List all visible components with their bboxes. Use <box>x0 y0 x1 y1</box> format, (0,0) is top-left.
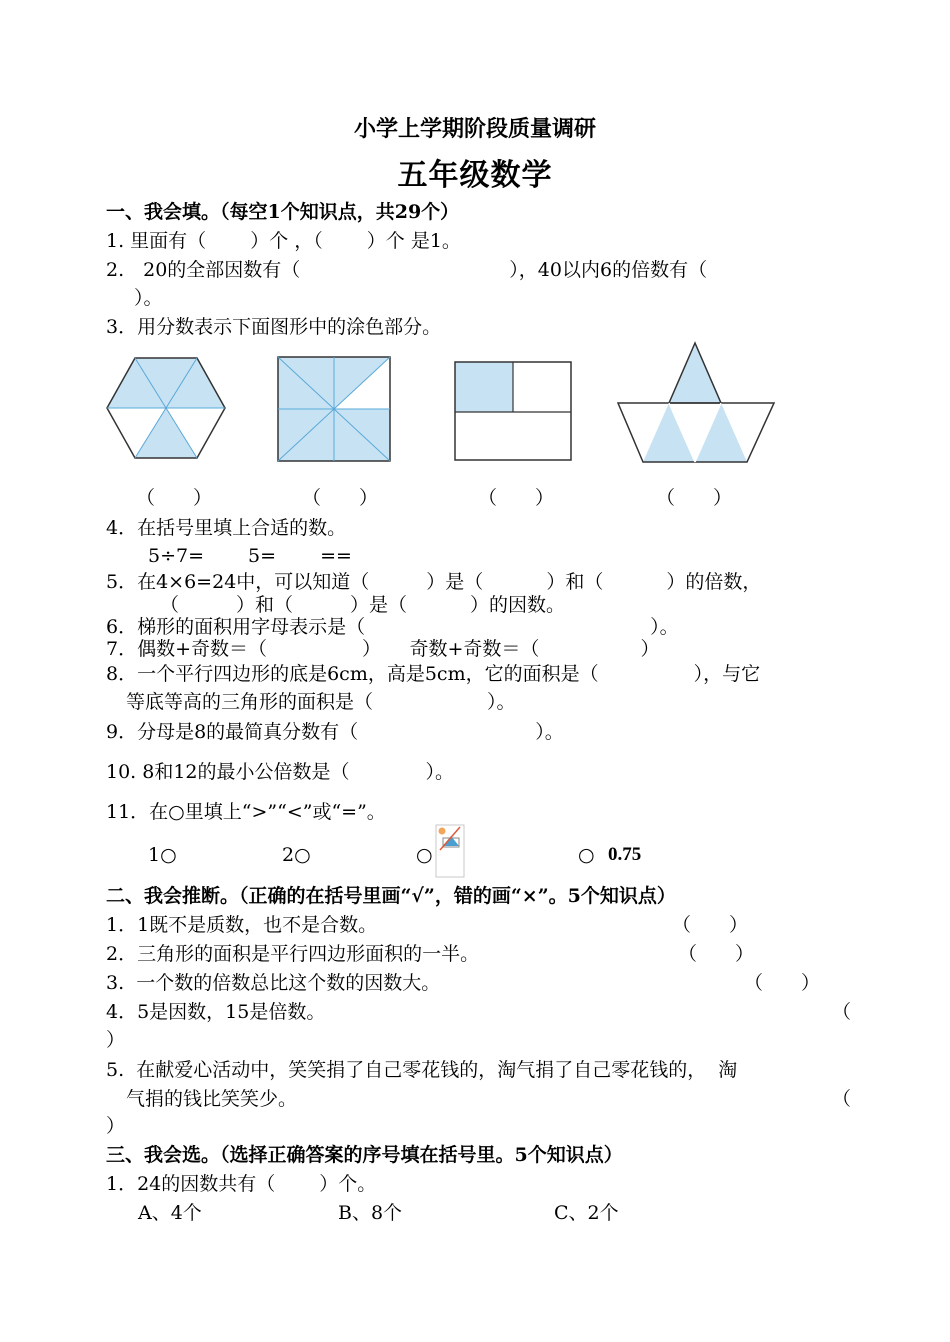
fig-blank-2: （ ） <box>302 487 379 509</box>
s3-option-c: C、2个 <box>554 1202 619 1224</box>
s1-q4-items: 5÷7= 5= == <box>148 545 352 567</box>
s2-q3-paren: （ ） <box>744 972 821 994</box>
s2-q2-paren: （ ） <box>678 943 755 965</box>
s2-q5b: 气捐的钱比笑笑少。 <box>126 1088 298 1110</box>
broken-image-icon <box>435 824 465 878</box>
fig-blank-1: （ ） <box>136 487 213 509</box>
s2-q5-close: ） <box>106 1115 126 1137</box>
s1-q8b: 等底等高的三角形的面积是（ ）。 <box>126 691 516 713</box>
s1-q8a: 8．一个平行四边形的底是6cm，高是5cm，它的面积是（ ），与它 <box>106 663 761 685</box>
s1-q5b: （ ）和（ ）是（ ）的因数。 <box>160 594 566 616</box>
s2-q2: 2．三角形的面积是平行四边形面积的一半。 <box>106 943 480 965</box>
s1-q1: 1. 里面有（ ）个 ，（ ）个 是1。 <box>106 230 461 252</box>
s1-q9: 9．分母是8的最简真分数有（ ）。 <box>106 721 564 743</box>
trapezoid-figure <box>615 340 777 466</box>
rectangle-figure <box>453 360 573 462</box>
compare-item-4: ○ <box>578 844 595 866</box>
s3-q1: 1．24的因数共有（ ）个。 <box>106 1173 377 1195</box>
s1-q4: 4．在括号里填上合适的数。 <box>106 517 347 539</box>
compare-item-3: ○ <box>416 844 433 866</box>
section1-heading: 一、我会填。（每空1个知识点，共29个） <box>106 201 460 223</box>
fig-blank-4: （ ） <box>656 487 733 509</box>
hexagon-figure <box>104 352 228 464</box>
s2-q5-open: （ <box>832 1088 852 1110</box>
s1-q6: 6．梯形的面积用字母表示是（ ）。 <box>106 616 679 638</box>
compare-item-5: 0.75 <box>608 844 642 865</box>
s3-option-b: B、8个 <box>338 1202 403 1224</box>
s1-q11: 11．在○里填上“>”“<”或“=”。 <box>106 801 386 823</box>
s1-q10: 10. 8和12的最小公倍数是（ ）。 <box>106 761 455 783</box>
page-subtitle: 五年级数学 <box>397 158 553 193</box>
s2-q4: 4．5是因数，15是倍数。 <box>106 1001 326 1023</box>
s1-q2a: 2. 20的全部因数有（ ），40以内6的倍数有（ <box>106 259 708 281</box>
s2-q5a: 5. 在献爱心活动中，笑笑捐了自己零花钱的，淘气捐了自己零花钱的， 淘 <box>106 1059 738 1081</box>
s2-q1: 1．1既不是质数，也不是合数。 <box>106 914 378 936</box>
s1-q5a: 5．在4×6=24中，可以知道（ ）是（ ）和（ ）的倍数， <box>106 571 762 593</box>
square-figure <box>276 355 392 465</box>
s2-q4-open: （ <box>832 1001 852 1023</box>
s1-q7: 7．偶数+奇数＝（ ） 奇数+奇数＝（ ） <box>106 638 660 660</box>
s2-q3: 3. 一个数的倍数总比这个数的因数大。 <box>106 972 441 994</box>
s2-q1-paren: （ ） <box>672 914 749 936</box>
s1-q2b: ）。 <box>134 287 163 309</box>
page-title: 小学上学期阶段质量调研 <box>353 116 596 142</box>
section2-heading: 二、我会推断。（正确的在括号里画“√”，错的画“×”。5个知识点） <box>106 885 676 907</box>
section3-heading: 三、我会选。（选择正确答案的序号填在括号里。5个知识点） <box>106 1144 623 1166</box>
s1-q3: 3．用分数表示下面图形中的涂色部分。 <box>106 316 442 338</box>
fig-blank-3: （ ） <box>478 487 555 509</box>
s2-q4-close: ） <box>106 1029 126 1051</box>
compare-item-2: 2○ <box>282 844 311 866</box>
compare-item-1: 1○ <box>148 844 177 866</box>
s3-option-a: A、4个 <box>138 1202 202 1224</box>
